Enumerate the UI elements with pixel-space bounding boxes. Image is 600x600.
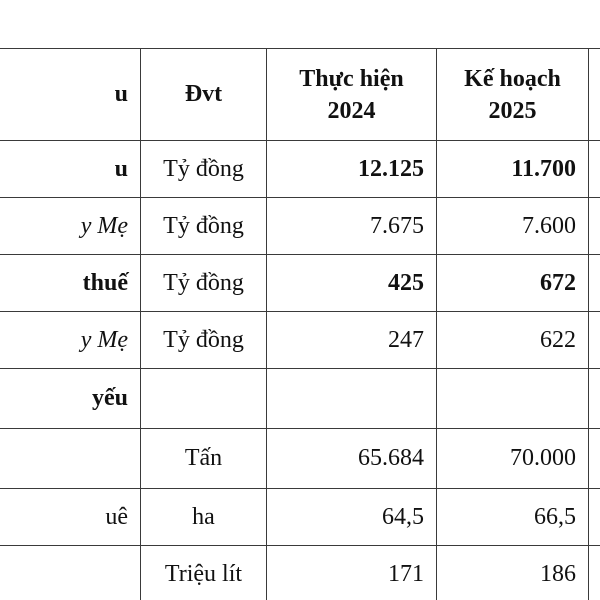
row-actual-2024: 425: [267, 255, 437, 312]
row-indicator: u: [0, 141, 141, 198]
row-indicator: y Mẹ: [0, 312, 141, 369]
table-row: [0, 489, 600, 546]
row-indicator: [0, 429, 141, 489]
row-actual-2024: 247: [267, 312, 437, 369]
table-row: [0, 546, 600, 600]
row-actual-2024: 7.675: [267, 198, 437, 255]
row-unit: Tỷ đồng: [141, 255, 267, 312]
header-unit: Đvt: [141, 49, 267, 141]
row-extra: [589, 546, 600, 600]
row-extra: [589, 312, 600, 369]
table-row: [0, 141, 600, 198]
header-actual-2024: [267, 49, 437, 141]
row-unit: Triệu lít: [141, 546, 267, 600]
row-actual-2024: 65.684: [267, 429, 437, 489]
header-extra: [589, 49, 600, 141]
row-unit: Tỷ đồng: [141, 141, 267, 198]
row-plan-2025: 622: [437, 312, 589, 369]
table-row: [0, 255, 600, 312]
header-plan-2025-line2: 2025: [488, 97, 537, 124]
row-plan-2025: 70.000: [437, 429, 589, 489]
row-plan-2025: 7.600: [437, 198, 589, 255]
row-actual-2024: 12.125: [267, 141, 437, 198]
table-row: [0, 369, 600, 429]
business-plan-table: [0, 48, 600, 600]
row-unit: Tấn: [141, 429, 267, 489]
row-indicator: thuế: [0, 255, 141, 312]
row-indicator: uê: [0, 489, 141, 546]
header-plan-2025: [437, 49, 589, 141]
row-indicator: y Mẹ: [0, 198, 141, 255]
row-plan-2025: 66,5: [437, 489, 589, 546]
row-extra: [589, 198, 600, 255]
row-actual-2024: 64,5: [267, 489, 437, 546]
row-plan-2025: [437, 369, 589, 429]
row-plan-2025: 186: [437, 546, 589, 600]
table-row: [0, 429, 600, 489]
header-actual-2024-line2: 2024: [327, 97, 376, 124]
row-extra: [589, 369, 600, 429]
row-actual-2024: 171: [267, 546, 437, 600]
table-row: [0, 312, 600, 369]
row-plan-2025: 11.700: [437, 141, 589, 198]
row-extra: [589, 489, 600, 546]
row-extra: [589, 255, 600, 312]
row-unit: Tỷ đồng: [141, 198, 267, 255]
row-extra: [589, 141, 600, 198]
row-actual-2024: [267, 369, 437, 429]
row-plan-2025: 672: [437, 255, 589, 312]
header-plan-2025-line1: Kế hoạch: [464, 65, 561, 92]
header-indicator: u: [0, 49, 141, 141]
table-row: [0, 198, 600, 255]
table-header-row: [0, 49, 600, 141]
row-indicator: [0, 546, 141, 600]
row-extra: [589, 429, 600, 489]
row-unit: [141, 369, 267, 429]
row-unit: Tỷ đồng: [141, 312, 267, 369]
row-unit: ha: [141, 489, 267, 546]
row-indicator: yếu: [0, 369, 141, 429]
header-actual-2024-line1: Thực hiện: [299, 65, 404, 92]
